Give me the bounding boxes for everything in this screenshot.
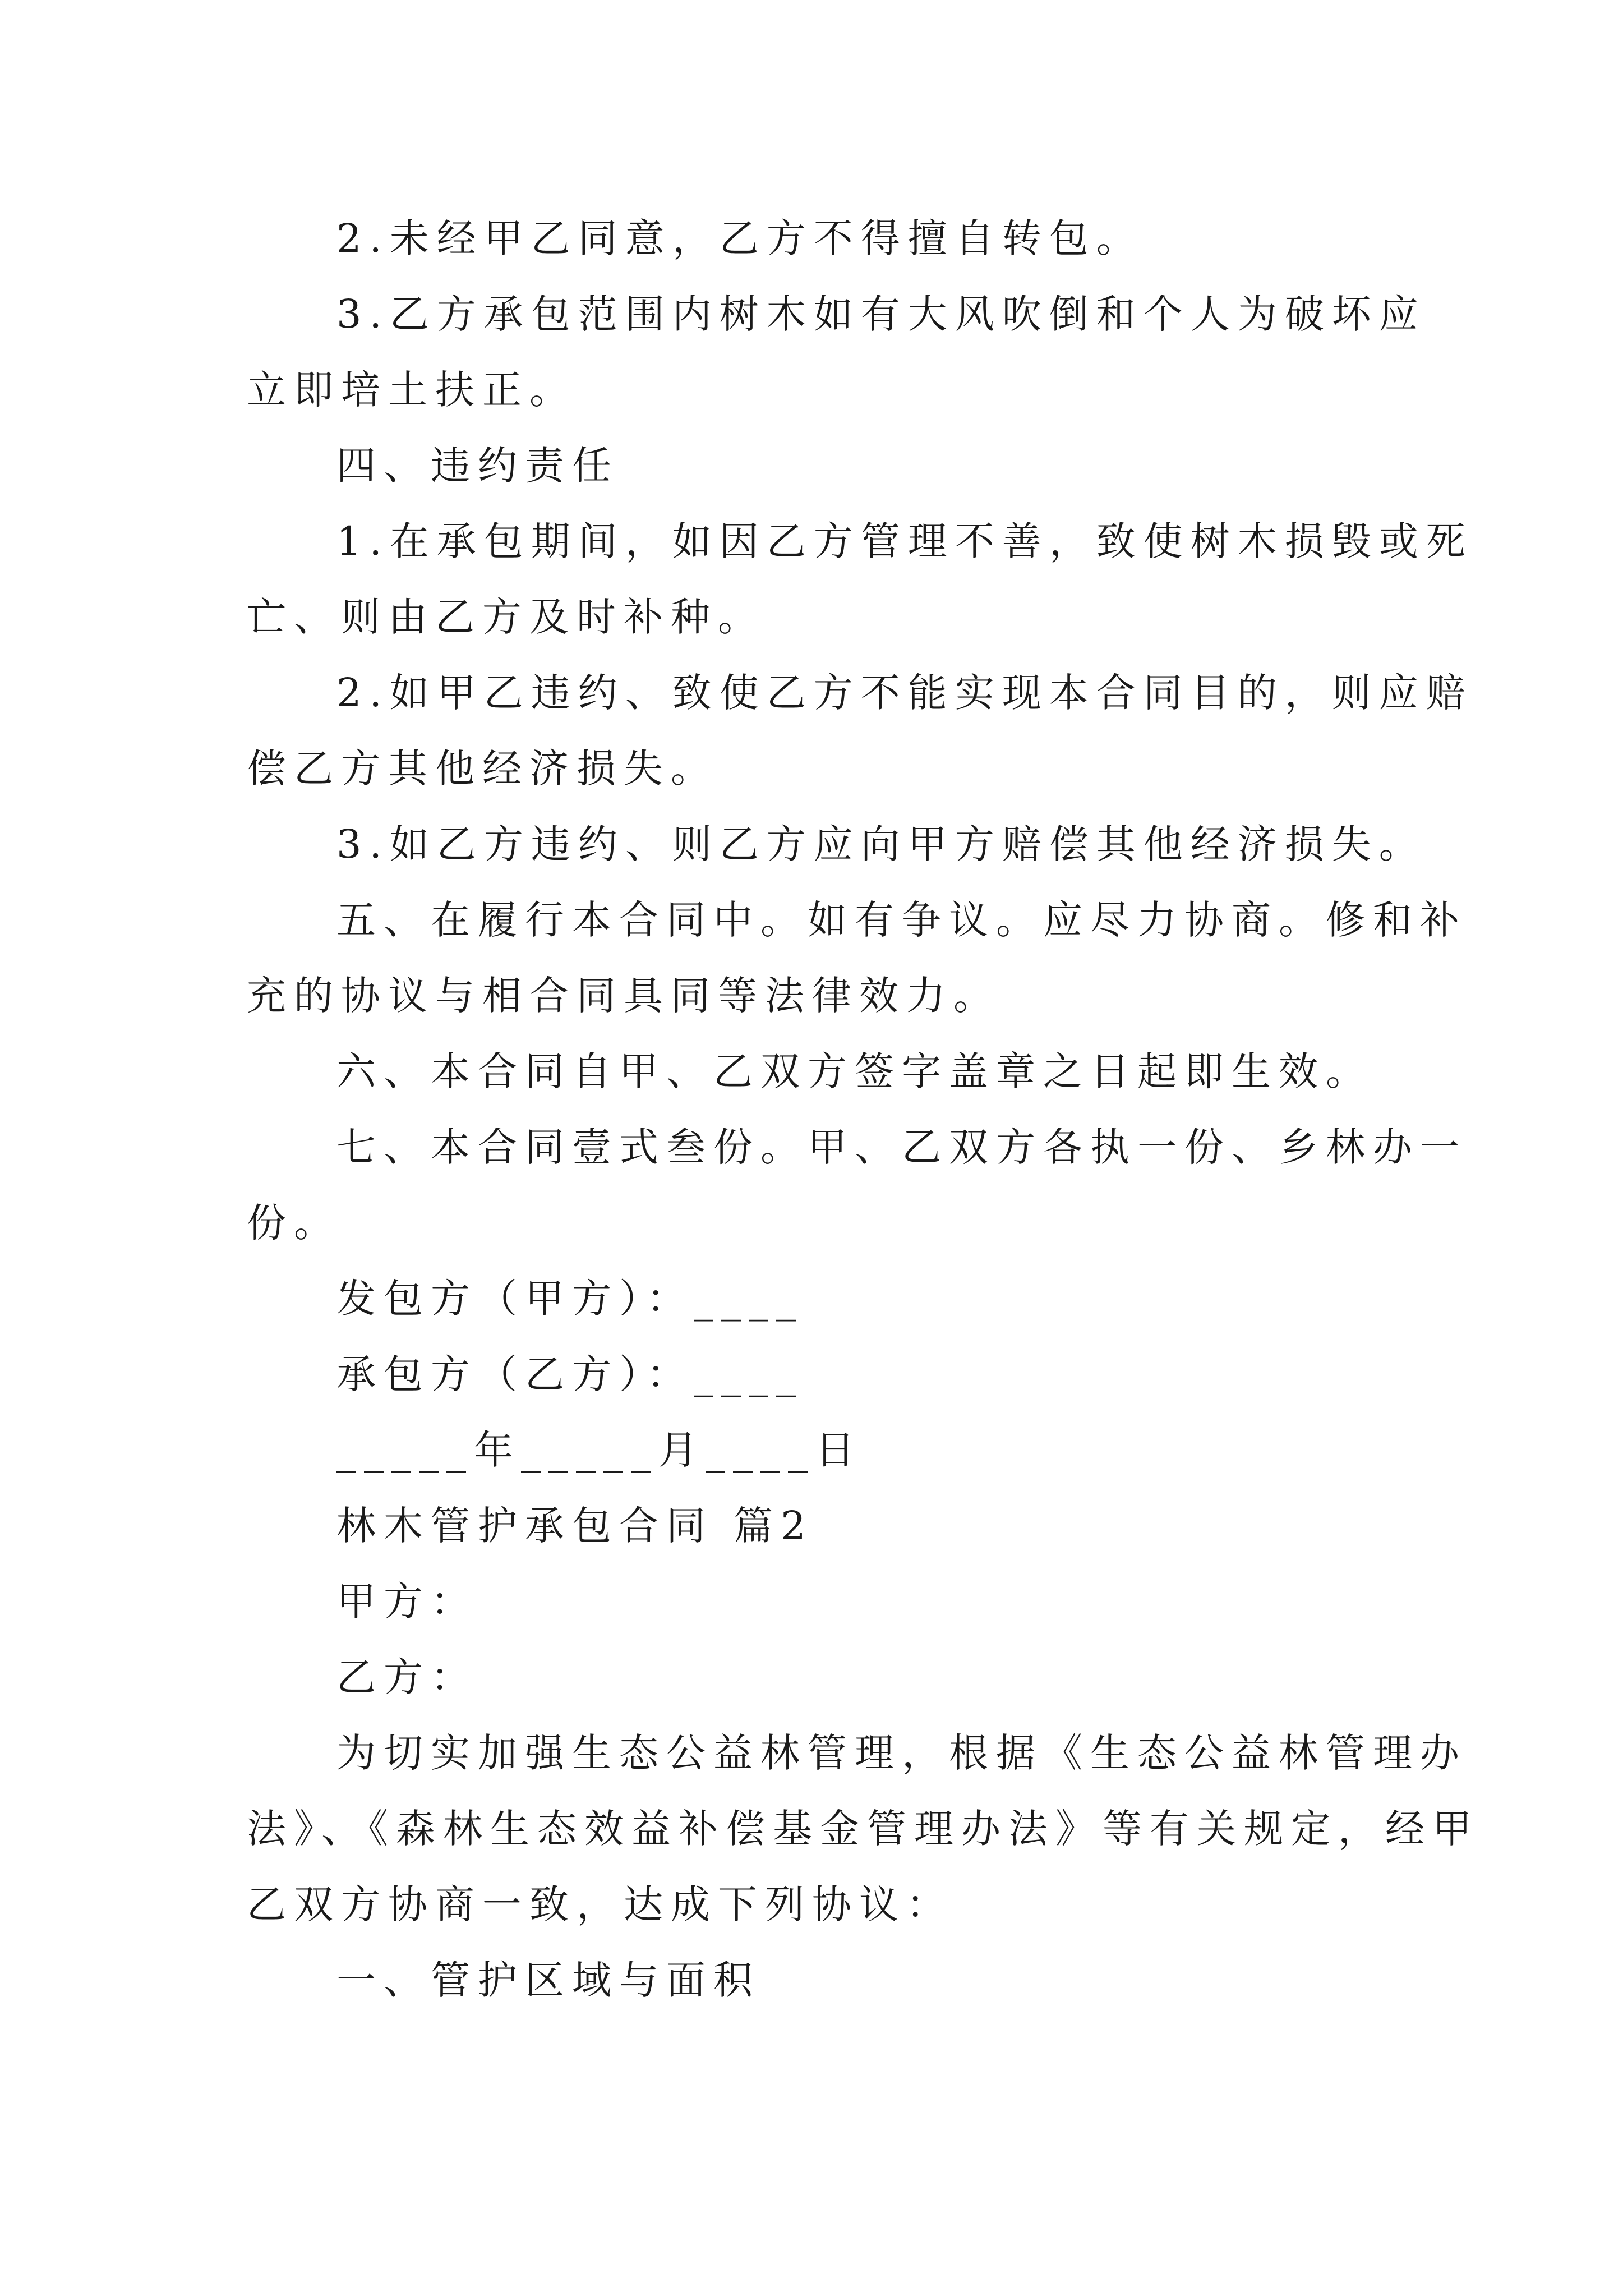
- party-a-label: 甲方：: [336, 1579, 478, 1625]
- clause-3-3-line-2: 立即培土扶正。: [247, 367, 577, 413]
- party-b-signature: 承包方（乙方）：____: [336, 1351, 804, 1397]
- clause-4-3: 3.如乙方违约、则乙方应向甲方赔偿其他经济损失。: [336, 821, 1426, 867]
- party-a-signature: 发包方（甲方）：____: [336, 1276, 804, 1322]
- section-7-line-2: 份。: [247, 1200, 341, 1246]
- section-7-line-1: 七、本合同壹式叁份。甲、乙双方各执一份、乡林办一: [336, 1124, 1467, 1170]
- section-heading-1: 一、管护区域与面积: [336, 1957, 760, 2003]
- section-5-line-1: 五、在履行本合同中。如有争议。应尽力协商。修和补: [336, 897, 1467, 943]
- party-b-label: 乙方：: [336, 1654, 478, 1700]
- clause-3-3-line-1: 3.乙方承包范围内树木如有大风吹倒和个人为破坏应: [336, 291, 1426, 337]
- contract-2-title: 林木管护承包合同 篇2: [336, 1503, 814, 1549]
- clause-4-1-line-1: 1.在承包期间，如因乙方管理不善，致使树木损毁或死: [336, 518, 1473, 564]
- clause-4-2-line-2: 偿乙方其他经济损失。: [247, 746, 718, 792]
- preamble-line-2: 法》、《森林生态效益补偿基金管理办法》等有关规定，经甲: [247, 1806, 1479, 1852]
- section-6: 六、本合同自甲、乙双方签字盖章之日起即生效。: [336, 1048, 1373, 1094]
- date-line: _____年_____月____日: [336, 1427, 863, 1473]
- clause-3-2: 2.未经甲乙同意，乙方不得擅自转包。: [336, 215, 1144, 261]
- preamble-line-3: 乙双方协商一致，达成下列协议：: [247, 1881, 953, 1927]
- preamble-line-1: 为切实加强生态公益林管理，根据《生态公益林管理办: [336, 1730, 1467, 1776]
- section-heading-4: 四、违约责任: [336, 443, 619, 489]
- clause-4-2-line-1: 2.如甲乙违约、致使乙方不能实现本合同目的，则应赔: [336, 670, 1473, 716]
- clause-4-1-line-2: 亡、则由乙方及时补种。: [247, 594, 765, 640]
- section-5-line-2: 充的协议与相合同具同等法律效力。: [247, 973, 1000, 1019]
